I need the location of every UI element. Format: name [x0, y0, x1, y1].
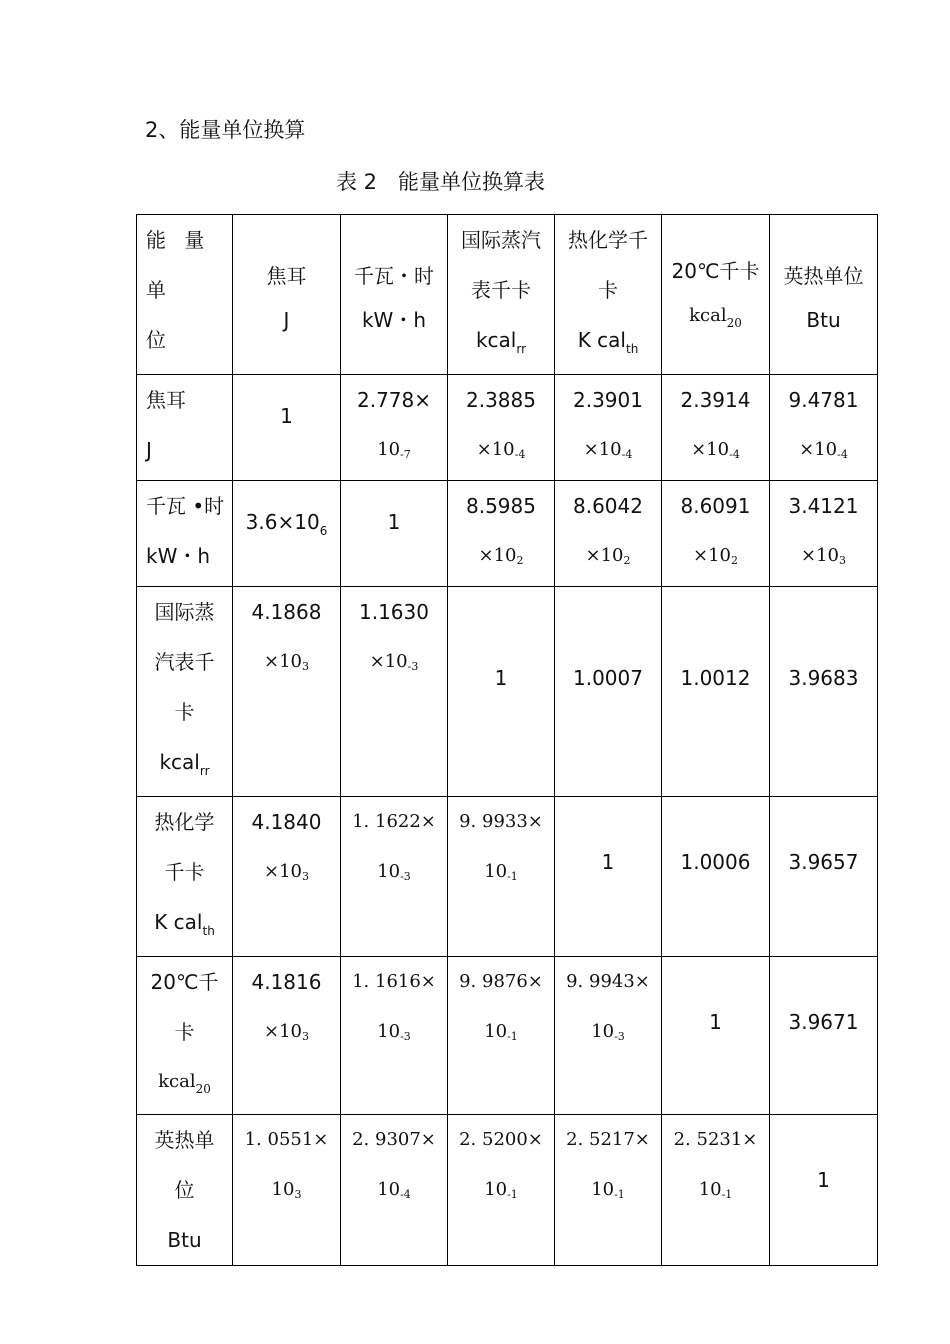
- cell-mantissa: 8.6042: [573, 494, 643, 518]
- cell-exponent: 2: [623, 554, 631, 567]
- cell-power-line: [448, 847, 554, 902]
- table-cell: [770, 375, 878, 481]
- row-label-cell: [137, 957, 233, 1115]
- cell-power-line: [341, 1007, 447, 1062]
- cell-power-line: [770, 425, 877, 480]
- table-cell: [662, 957, 770, 1115]
- cell-power-line: [233, 637, 340, 692]
- unit-text: kcal: [158, 1071, 196, 1092]
- cell-mantissa: 1.0012: [680, 666, 751, 690]
- cell-power-line: [448, 531, 554, 586]
- table-cell: [662, 375, 770, 481]
- cell-mantissa: 3.9657: [788, 850, 859, 874]
- table-cell: [448, 797, 555, 957]
- cell-exponent: -3: [407, 660, 419, 673]
- cell-mantissa: 1: [601, 850, 615, 874]
- column-header-btu: [770, 215, 878, 375]
- row-label-cell: [137, 797, 233, 957]
- unit-text: kcal: [689, 305, 727, 326]
- cell-power-line: [448, 1007, 554, 1062]
- cell-exponent: -1: [614, 1188, 625, 1201]
- cell-exponent: -4: [514, 448, 526, 461]
- cell-mantissa: 1. 1616×: [352, 971, 436, 992]
- cell-mantissa: 1. 0551×: [244, 1129, 329, 1150]
- cell-mantissa: 2. 5217×: [566, 1129, 650, 1150]
- cell-power-line: [233, 1007, 340, 1062]
- cell-exponent: -1: [507, 1030, 518, 1043]
- cell-power-base: ×10: [801, 545, 839, 566]
- row-label-line: Btu: [167, 1228, 202, 1252]
- table-cell: [555, 481, 662, 587]
- column-header-kcal-rr: [448, 215, 555, 375]
- column-header-unit: [662, 296, 769, 343]
- cell-power-line: [662, 531, 769, 586]
- row-label-line: 千卡: [164, 860, 205, 884]
- table-cell: [448, 957, 555, 1115]
- cell-power-line: [341, 637, 447, 692]
- table-cell: [448, 1115, 555, 1266]
- unit-subscript: rr: [199, 764, 210, 778]
- cell-mantissa: 1.0006: [680, 850, 751, 874]
- cell-exponent: 3: [839, 554, 846, 567]
- row-label-line: J: [146, 438, 152, 462]
- cell-power-line: [341, 847, 447, 902]
- cell-mantissa: 4.1816: [251, 970, 322, 994]
- row-label-line: 热化学: [154, 810, 215, 834]
- table-cell: [448, 481, 555, 587]
- row-label-line: 英热单: [154, 1128, 215, 1152]
- cell-exponent: 6: [319, 524, 328, 538]
- table-row: [137, 1115, 878, 1266]
- row-label-cell: [137, 481, 233, 587]
- cell-power-base: ×10: [693, 545, 731, 566]
- cell-power-line: [555, 425, 661, 480]
- header-row: [137, 215, 878, 375]
- column-header-line1: 国际蒸汽: [461, 228, 541, 252]
- cell-power-base: 10: [591, 1179, 615, 1200]
- cell-exponent: -3: [400, 1030, 411, 1043]
- cell-power-base: 10: [377, 1021, 401, 1042]
- cell-mantissa: 1.1630: [359, 600, 429, 624]
- corner-header-line1: 能 量 单: [146, 228, 211, 302]
- cell-exponent: -4: [729, 448, 740, 461]
- table-cell: [341, 481, 448, 587]
- unit-subscript: th: [625, 342, 639, 356]
- table-cell: [233, 797, 341, 957]
- column-header-line2: kW・h: [361, 307, 427, 332]
- row-label-unit: [137, 897, 232, 956]
- table-cell: [448, 375, 555, 481]
- column-header-unit: [555, 315, 661, 374]
- cell-power-base: ×10: [799, 439, 838, 460]
- table-cell: [770, 957, 878, 1115]
- cell-mantissa: 1. 1622×: [352, 811, 436, 832]
- table-cell: [770, 1115, 878, 1266]
- table-cell: [233, 375, 341, 481]
- column-header-line2: 卡: [598, 278, 618, 302]
- column-header-line1: 热化学千: [568, 228, 648, 252]
- table-cell: [662, 1115, 770, 1266]
- column-header-kcal-20: [662, 215, 770, 375]
- row-label-line: 卡: [174, 1020, 195, 1044]
- cell-power-line: [341, 425, 447, 480]
- cell-mantissa: 2.3885: [466, 388, 536, 412]
- column-header-joule: [233, 215, 341, 375]
- column-header-kwh: [341, 215, 448, 375]
- cell-power-base: 10: [484, 861, 508, 882]
- table-cell: [555, 587, 662, 797]
- unit-subscript: 20: [726, 316, 742, 330]
- cell-power-base: ×10: [476, 439, 515, 460]
- cell-mantissa: 2.3901: [573, 388, 643, 412]
- cell-mantissa: 1: [280, 404, 293, 428]
- cell-mantissa: 2. 5200×: [459, 1129, 543, 1150]
- cell-mantissa: 1: [387, 510, 401, 534]
- table-cell: [555, 957, 662, 1115]
- table-cell: [555, 797, 662, 957]
- row-label-line: 位: [174, 1178, 195, 1202]
- cell-power-base: 10: [484, 1179, 508, 1200]
- cell-power-line: [555, 1165, 661, 1220]
- cell-exponent: -1: [507, 1188, 518, 1201]
- column-header-line2: J: [283, 307, 290, 332]
- table-cell: [770, 481, 878, 587]
- cell-power-base: ×10: [264, 651, 302, 672]
- corner-header-line2: 位: [146, 328, 166, 352]
- table-cell: [341, 375, 448, 481]
- cell-exponent: -1: [721, 1188, 733, 1201]
- cell-power-base: 10: [271, 1179, 295, 1200]
- table-caption: 表 2 能量单位换算表: [336, 170, 546, 194]
- cell-mantissa: 1: [709, 1010, 722, 1034]
- cell-power-base: ×10: [691, 439, 730, 460]
- cell-power-base: 10: [377, 439, 401, 460]
- cell-mantissa: 1.0007: [573, 666, 643, 690]
- cell-power-base: ×10: [583, 439, 622, 460]
- cell-mantissa: 4.1840: [251, 810, 322, 834]
- table-cell: [341, 587, 448, 797]
- unit-text: K cal: [154, 910, 203, 934]
- table-cell: [662, 481, 770, 587]
- cell-exponent: -4: [621, 448, 633, 461]
- cell-mantissa: 4.1868: [251, 600, 322, 624]
- cell-mantissa: 8.5985: [466, 494, 536, 518]
- table-row: [137, 957, 878, 1115]
- cell-exponent: 3: [302, 660, 309, 673]
- cell-exponent: 2: [731, 554, 738, 567]
- cell-power-base: 10: [591, 1021, 615, 1042]
- table-cell: [233, 1115, 341, 1266]
- energy-unit-conversion-table: [136, 214, 878, 1266]
- column-header-kcal-th: [555, 215, 662, 375]
- column-header-line2: Btu: [806, 307, 841, 332]
- row-label-line: 20℃千: [150, 970, 219, 994]
- unit-subscript: 20: [195, 1082, 211, 1096]
- cell-power-line: [448, 425, 554, 480]
- cell-power-base: ×10: [264, 861, 302, 882]
- cell-mantissa: 9. 9933×: [459, 811, 543, 832]
- table-cell: [341, 957, 448, 1115]
- cell-mantissa: 9. 9876×: [459, 971, 543, 992]
- unit-text: K cal: [577, 328, 626, 352]
- cell-mantissa: 8.6091: [680, 494, 751, 518]
- cell-power-base: ×10: [369, 651, 408, 672]
- cell-power-line: [662, 425, 769, 480]
- column-header-line1: 焦耳: [266, 263, 307, 288]
- table-row: [137, 587, 878, 797]
- cell-mantissa: 9.4781: [788, 388, 859, 412]
- table-cell: [662, 797, 770, 957]
- section-heading: 2、能量单位换算: [145, 118, 306, 142]
- table-cell: [233, 481, 341, 587]
- cell-power-base: 10: [484, 1021, 508, 1042]
- cell-mantissa: 1: [817, 1168, 830, 1192]
- cell-power-line: [233, 1165, 340, 1220]
- cell-exponent: 3: [302, 1030, 309, 1043]
- row-label-unit: [137, 1057, 232, 1114]
- table-cell: [662, 587, 770, 797]
- unit-subscript: th: [202, 924, 215, 938]
- row-label-line: 千瓦 •时: [146, 494, 225, 518]
- row-label-line: 国际蒸: [154, 600, 215, 624]
- cell-exponent: 2: [516, 554, 524, 567]
- table-cell: [770, 797, 878, 957]
- cell-mantissa: 3.6×10: [245, 510, 320, 534]
- column-header-line1: 英热单位: [783, 263, 864, 288]
- cell-power-line: [448, 1165, 554, 1220]
- cell-exponent: -3: [400, 870, 411, 883]
- column-header-line1: 20℃千卡: [671, 259, 760, 283]
- table-cell: [555, 375, 662, 481]
- table-row: [137, 797, 878, 957]
- row-label-line: 卡: [174, 700, 195, 724]
- unit-subscript: rr: [516, 342, 527, 356]
- table-row: [137, 481, 878, 587]
- cell-mantissa: 2. 5231×: [673, 1129, 758, 1150]
- cell-mantissa: 9. 9943×: [566, 971, 650, 992]
- cell-power-line: [233, 847, 340, 902]
- cell-power-base: ×10: [585, 545, 624, 566]
- table-cell: [233, 957, 341, 1115]
- cell-exponent: -4: [400, 1188, 411, 1201]
- cell-power-base: 10: [377, 861, 401, 882]
- cell-power-line: [341, 1165, 447, 1220]
- table-cell: [341, 1115, 448, 1266]
- unit-text: kcal: [475, 328, 517, 352]
- cell-power-base: ×10: [478, 545, 517, 566]
- table-cell: [341, 797, 448, 957]
- unit-text: kcal: [159, 750, 200, 774]
- cell-mantissa: 2.778×: [356, 388, 431, 412]
- row-label-line: kW・h: [146, 544, 211, 568]
- cell-mantissa: 1: [494, 666, 508, 690]
- row-label-line: 焦耳: [146, 388, 186, 412]
- table-cell: [555, 1115, 662, 1266]
- cell-exponent: 3: [294, 1188, 302, 1201]
- cell-power-base: ×10: [264, 1021, 302, 1042]
- column-header-line2: 表千卡: [471, 278, 531, 302]
- row-label-cell: [137, 375, 233, 481]
- column-header-line1: 千瓦・时: [354, 263, 434, 288]
- cell-mantissa: 2.3914: [680, 388, 751, 412]
- cell-mantissa: 3.9671: [788, 1010, 859, 1034]
- cell-mantissa: 3.4121: [788, 494, 859, 518]
- cell-power-line: [555, 531, 661, 586]
- table-cell: [448, 587, 555, 797]
- cell-power-line: [770, 531, 877, 586]
- cell-exponent: -3: [614, 1030, 625, 1043]
- cell-exponent: -7: [400, 448, 411, 461]
- row-label-unit: [137, 737, 232, 796]
- cell-mantissa: 2. 9307×: [352, 1129, 436, 1150]
- cell-exponent: -1: [507, 870, 518, 883]
- table-cell: [233, 587, 341, 797]
- cell-power-base: 10: [698, 1179, 722, 1200]
- table-cell: [770, 587, 878, 797]
- row-label-line: 汽表千: [154, 650, 215, 674]
- cell-power-base: 10: [377, 1179, 401, 1200]
- cell-exponent: 3: [302, 870, 309, 883]
- column-header-unit: [448, 315, 554, 374]
- corner-header-cell: [137, 215, 233, 375]
- row-label-cell: [137, 1115, 233, 1266]
- table-row: [137, 375, 878, 481]
- row-label-cell: [137, 587, 233, 797]
- cell-power-line: [662, 1165, 769, 1220]
- cell-exponent: -4: [837, 448, 848, 461]
- cell-mantissa: 3.9683: [788, 666, 859, 690]
- cell-power-line: [555, 1007, 661, 1062]
